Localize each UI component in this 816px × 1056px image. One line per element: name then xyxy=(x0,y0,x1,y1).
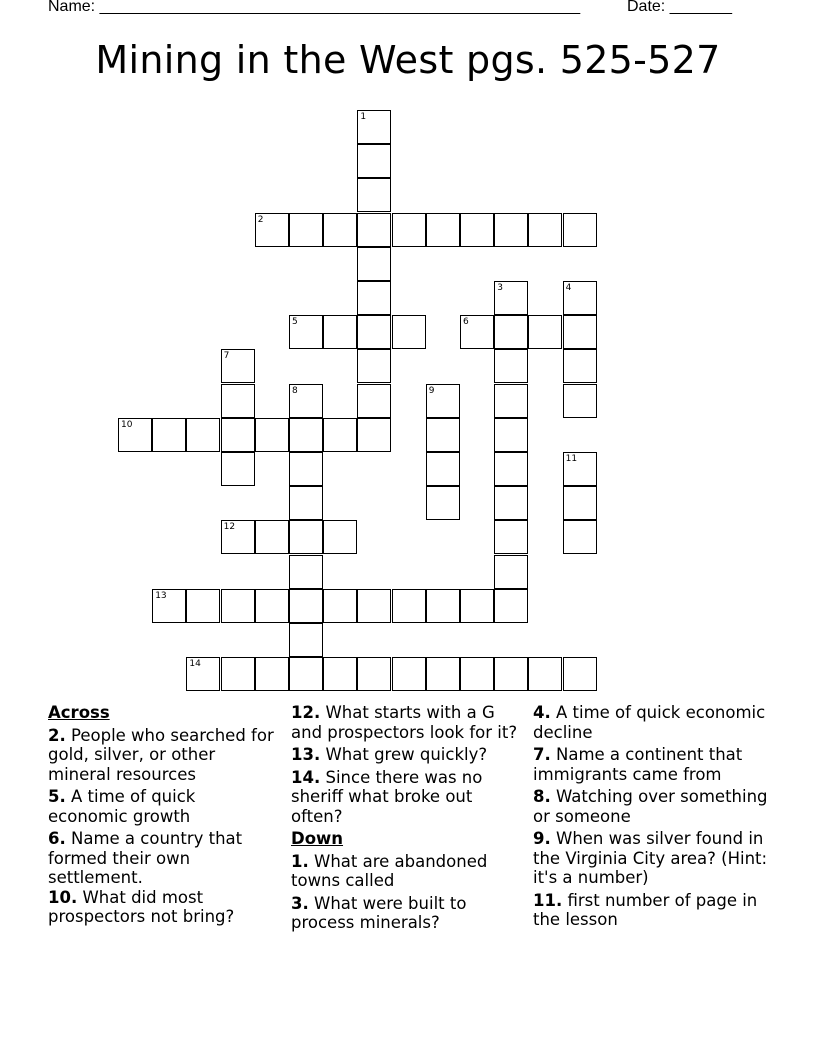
crossword-cell[interactable] xyxy=(392,657,426,691)
cell-number: 7 xyxy=(223,351,230,362)
crossword-cell[interactable] xyxy=(323,520,357,554)
crossword-cell[interactable] xyxy=(460,213,494,247)
clue-down-11 xyxy=(533,891,773,930)
crossword-cell[interactable] xyxy=(357,418,391,452)
cell-number: 14 xyxy=(189,659,201,670)
crossword-cell[interactable] xyxy=(494,520,528,554)
clues-column-1 xyxy=(48,703,276,930)
clue-text: What did most prospectors not bring? xyxy=(48,887,235,926)
crossword-cell[interactable] xyxy=(563,452,597,486)
clue-down-4 xyxy=(533,703,773,742)
crossword-cell[interactable] xyxy=(528,315,562,349)
crossword-cell[interactable] xyxy=(221,452,255,486)
crossword-cell[interactable] xyxy=(289,418,323,452)
crossword-cell[interactable] xyxy=(426,452,460,486)
crossword-cell[interactable] xyxy=(563,657,597,691)
crossword-cell[interactable] xyxy=(323,418,357,452)
crossword-cell[interactable] xyxy=(494,315,528,349)
crossword-cell[interactable] xyxy=(494,589,528,623)
clue-number: 8. xyxy=(533,787,551,806)
clue-number: 2. xyxy=(48,725,66,745)
crossword-cell[interactable] xyxy=(255,213,289,247)
crossword-cell[interactable] xyxy=(392,315,426,349)
crossword-cell[interactable] xyxy=(357,281,391,315)
crossword-cell[interactable] xyxy=(221,657,255,691)
crossword-cell[interactable] xyxy=(494,213,528,247)
crossword-cell[interactable] xyxy=(494,486,528,520)
clue-down-8 xyxy=(533,787,773,826)
crossword-cell[interactable] xyxy=(460,315,494,349)
clue-text: Since there was no sheriff what broke out often? xyxy=(291,767,483,826)
cell-number: 8 xyxy=(292,385,298,396)
clue-number: 4. xyxy=(533,703,551,722)
crossword-cell[interactable] xyxy=(186,657,220,691)
clue-text: A time of quick economic decline xyxy=(533,703,766,742)
clue-number: 12. xyxy=(291,703,321,722)
crossword-cell[interactable] xyxy=(563,384,597,418)
crossword-cell[interactable] xyxy=(221,520,255,554)
crossword-cell[interactable] xyxy=(494,281,528,315)
crossword-cell[interactable] xyxy=(289,520,323,554)
clue-across-12 xyxy=(291,703,519,742)
crossword-cell[interactable] xyxy=(563,349,597,383)
clue-text: Name a country that formed their own settlement. xyxy=(48,829,243,887)
crossword-cell[interactable] xyxy=(255,589,289,623)
clue-number: 6. xyxy=(48,829,66,848)
crossword-cell[interactable] xyxy=(255,657,289,691)
crossword-cell[interactable] xyxy=(392,213,426,247)
crossword-cell[interactable] xyxy=(323,213,357,247)
clue-number: 10. xyxy=(48,887,78,907)
name-field-label[interactable]: Name: ______________________________________________________ xyxy=(48,0,581,15)
clue-across-14 xyxy=(291,768,519,827)
crossword-cell[interactable] xyxy=(289,623,323,657)
crossword-cell[interactable] xyxy=(357,178,391,212)
crossword-cell[interactable] xyxy=(460,589,494,623)
crossword-cell[interactable] xyxy=(494,555,528,589)
crossword-cell[interactable] xyxy=(494,384,528,418)
crossword-cell[interactable] xyxy=(528,213,562,247)
clue-number: 14. xyxy=(291,767,321,787)
clue-across-2 xyxy=(48,726,276,785)
crossword-cell[interactable] xyxy=(357,349,391,383)
clue-text: What grew quickly? xyxy=(325,745,488,764)
clues-column-2 xyxy=(291,703,519,936)
crossword-cell[interactable] xyxy=(186,418,220,452)
clue-across-10 xyxy=(48,888,276,927)
crossword-cell[interactable] xyxy=(323,315,357,349)
clue-down-7 xyxy=(533,745,773,784)
clue-text: first number of page in the lesson xyxy=(533,890,758,929)
crossword-cell[interactable] xyxy=(221,418,255,452)
clue-number: 9. xyxy=(533,829,551,848)
clue-number: 5. xyxy=(48,787,66,806)
clue-text: People who searched for gold, silver, or other mineral resources xyxy=(48,725,274,784)
clue-down-1 xyxy=(291,852,519,891)
crossword-cell[interactable] xyxy=(289,589,323,623)
crossword-cell[interactable] xyxy=(563,486,597,520)
crossword-cell[interactable] xyxy=(357,110,391,144)
clue-down-3 xyxy=(291,894,519,933)
clue-number: 11. xyxy=(533,890,563,910)
clue-text: Watching over something or someone xyxy=(533,787,768,826)
crossword-cell[interactable] xyxy=(494,452,528,486)
crossword-cell[interactable] xyxy=(289,384,323,418)
crossword-cell[interactable] xyxy=(392,589,426,623)
crossword-cell[interactable] xyxy=(426,589,460,623)
cell-number: 10 xyxy=(121,419,133,430)
crossword-cell[interactable] xyxy=(152,418,186,452)
crossword-cell[interactable] xyxy=(494,418,528,452)
crossword-cell[interactable] xyxy=(221,384,255,418)
date-field-label[interactable]: Date: _______ xyxy=(627,0,732,15)
cell-number: 6 xyxy=(463,317,469,328)
crossword-cell[interactable] xyxy=(221,589,255,623)
crossword-cell[interactable] xyxy=(289,555,323,589)
clue-number: 3. xyxy=(291,893,309,913)
crossword-cell[interactable] xyxy=(426,418,460,452)
crossword-cell[interactable] xyxy=(289,452,323,486)
cell-number: 4 xyxy=(565,283,572,293)
cell-number: 1 xyxy=(360,112,367,122)
crossword-cell[interactable] xyxy=(494,657,528,691)
crossword-cell[interactable] xyxy=(357,144,391,178)
crossword-cell[interactable] xyxy=(289,486,323,520)
crossword-cell[interactable] xyxy=(118,418,152,452)
clue-text: When was silver found in the Virginia City area? (Hint: it's a number) xyxy=(533,829,768,887)
crossword-cell[interactable] xyxy=(357,657,391,691)
clue-number: 7. xyxy=(533,745,551,764)
crossword-cell[interactable] xyxy=(255,520,289,554)
clue-text: What starts with a G and prospectors look for it? xyxy=(291,703,518,742)
clue-across-5 xyxy=(48,787,276,826)
crossword-cell[interactable] xyxy=(323,657,357,691)
clue-text: What were built to process minerals? xyxy=(291,893,467,932)
crossword-cell[interactable] xyxy=(563,520,597,554)
crossword-cell[interactable] xyxy=(152,589,186,623)
clue-number: 1. xyxy=(291,851,309,871)
crossword-cell[interactable] xyxy=(494,349,528,383)
crossword-cell[interactable] xyxy=(563,281,597,315)
clue-number: 13. xyxy=(291,745,321,764)
clue-across-6 xyxy=(48,829,276,888)
crossword-cell[interactable] xyxy=(357,589,391,623)
crossword-cell[interactable] xyxy=(357,247,391,281)
cell-number: 12 xyxy=(223,522,236,533)
down-heading: Down xyxy=(291,829,344,848)
crossword-cell[interactable] xyxy=(289,657,323,691)
crossword-cell[interactable] xyxy=(357,213,391,247)
cell-number: 13 xyxy=(155,590,167,601)
crossword-cell[interactable] xyxy=(255,418,289,452)
clue-text: What are abandoned towns called xyxy=(291,851,488,890)
crossword-cell[interactable] xyxy=(221,349,255,383)
page-title: Mining in the West pgs. 525-527 xyxy=(95,38,721,82)
clues-column-3 xyxy=(533,703,773,933)
crossword-cell[interactable] xyxy=(563,213,597,247)
crossword-cell[interactable] xyxy=(528,657,562,691)
crossword-cell[interactable] xyxy=(289,213,323,247)
clue-across-13 xyxy=(291,745,519,765)
clue-text: Name a continent that immigrants came from xyxy=(533,745,743,784)
cell-number: 9 xyxy=(428,385,435,396)
crossword-cell[interactable] xyxy=(426,657,460,691)
crossword-cell[interactable] xyxy=(357,384,391,418)
crossword-cell[interactable] xyxy=(186,589,220,623)
crossword-cell[interactable] xyxy=(323,589,357,623)
crossword-cell[interactable] xyxy=(426,384,460,418)
crossword-cell[interactable] xyxy=(357,315,391,349)
cell-number: 11 xyxy=(565,454,578,464)
clue-text: A time of quick economic growth xyxy=(48,787,196,826)
across-heading: Across xyxy=(48,703,110,722)
crossword-cell[interactable] xyxy=(563,315,597,349)
crossword-cell[interactable] xyxy=(460,657,494,691)
cell-number: 5 xyxy=(292,317,298,328)
cell-number: 2 xyxy=(257,214,264,225)
crossword-cell[interactable] xyxy=(426,486,460,520)
cell-number: 3 xyxy=(497,283,503,293)
crossword-cell[interactable] xyxy=(289,315,323,349)
crossword-cell[interactable] xyxy=(426,213,460,247)
clue-down-9 xyxy=(533,829,773,888)
